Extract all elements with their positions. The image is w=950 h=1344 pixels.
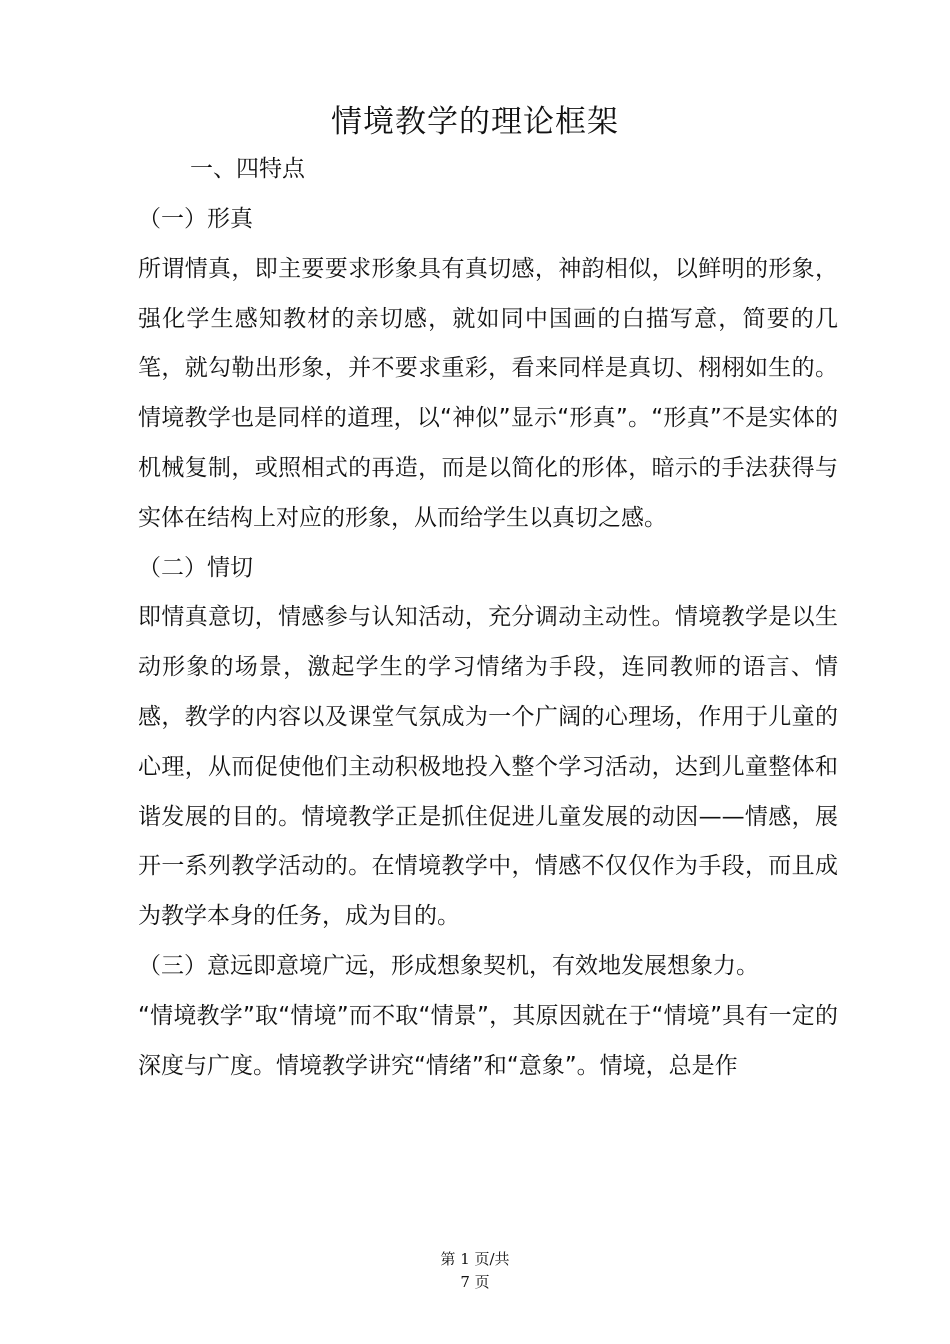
page-number-line-1: 第 1 页/共 bbox=[440, 1250, 510, 1268]
subsection-heading-1: （一）形真 bbox=[138, 206, 253, 232]
section-heading: 一、四特点 bbox=[190, 156, 305, 182]
page-footer bbox=[0, 1248, 950, 1294]
page-title: 情境教学的理论框架 bbox=[331, 104, 619, 140]
paragraph-1: 所谓情真，即主要要求形象具有真切感，神韵相似，以鲜明的形象，强化学生感知教材的亲切感，就如同中国画的白描写意，简要的几笔，就勾勒出形象，并不要求重彩，看来同样是真切、栩栩如生的。情境教学也是同样的道理，以“神似”显示“形真”。“形真”不是实体的机械复制，或照相式的再造，而是以简化的形体，暗示的手法获得与实体在结构上对应的形象，从而给学生以真切之感。 bbox=[138, 255, 838, 531]
page-number-line-2: 7 页 bbox=[460, 1273, 490, 1291]
paragraph-3: “情境教学”取“情境”而不取“情景”，其原因就在于“情境”具有一定的深度与广度。情境教学讲究“情绪”和“意象”。情境，总是作 bbox=[138, 1002, 838, 1079]
subsection-heading-2: （二）情切 bbox=[138, 554, 253, 581]
document-body bbox=[138, 195, 838, 1091]
subsection-heading-3: （三）意远即意境广远，形成想象契机，有效地发展想象力。 bbox=[138, 952, 759, 979]
paragraph-2: 即情真意切，情感参与认知活动，充分调动主动性。情境教学是以生动形象的场景，激起学生的学习情绪为手段，连同教师的语言、情感，教学的内容以及课堂气氛成为一个广阔的心理场，作用于儿童的心理，从而促使他们主动积极地投入整个学习活动，达到儿童整体和谐发展的目的。情境教学正是抓住促进儿童发展的动因——情感，展开一系列教学活动的。在情境教学中，情感不仅仅作为手段，而且成为教学本身的任务，成为目的。 bbox=[138, 604, 838, 930]
